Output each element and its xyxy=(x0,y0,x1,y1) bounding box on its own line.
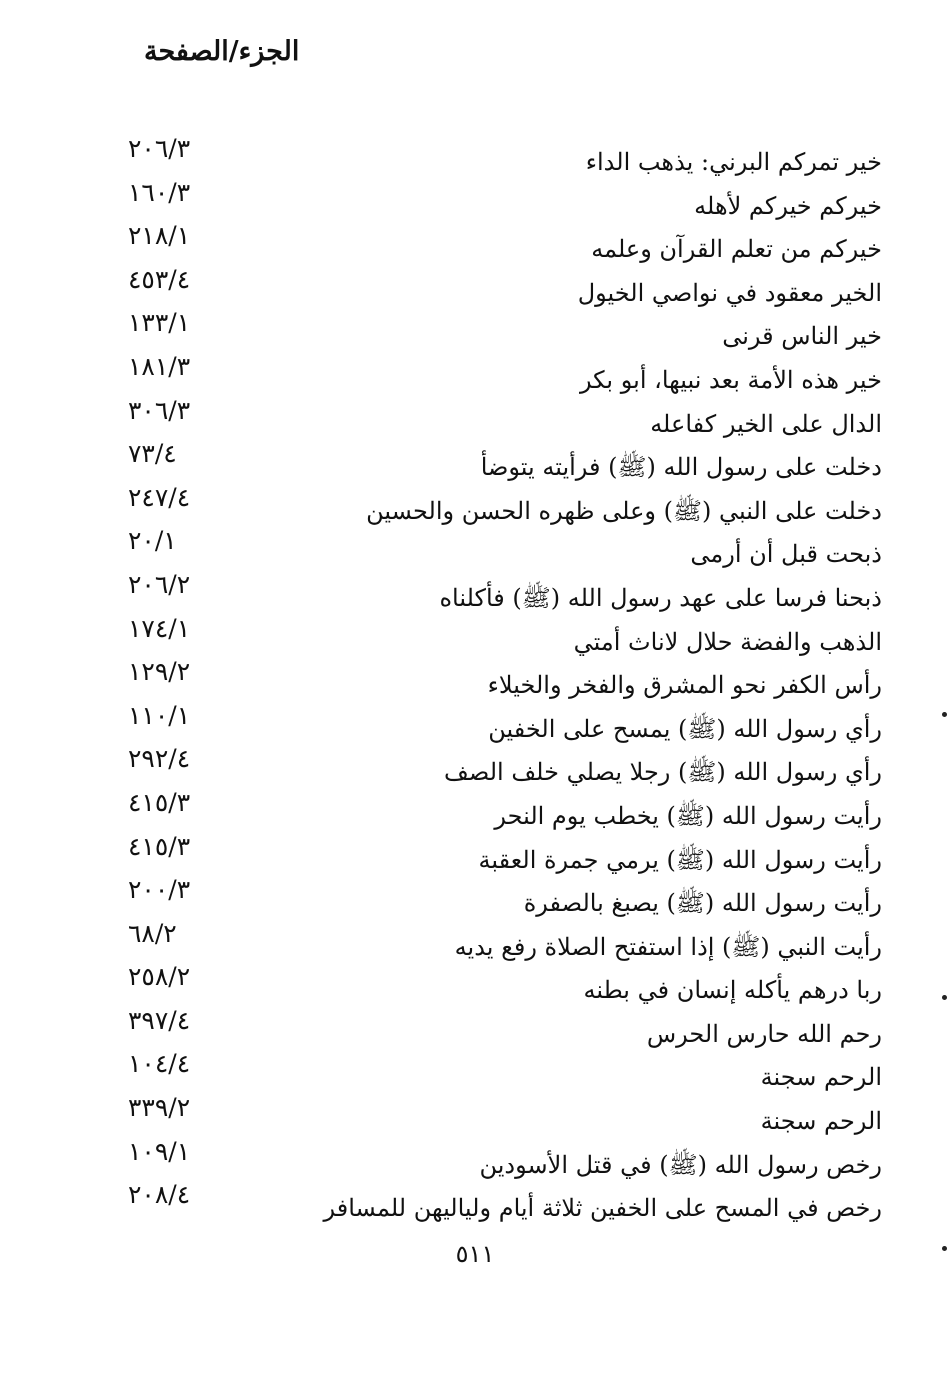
hadith-text: رأيت رسول الله (ﷺ) يرمي جمرة العقبة xyxy=(478,845,882,874)
index-entry xyxy=(0,701,948,745)
hadith-text: دخلت على النبي (ﷺ) وعلى ظهره الحسن والحسين xyxy=(366,496,882,525)
index-entry xyxy=(0,919,948,963)
scan-speck xyxy=(942,712,947,717)
hadith-text: رأي رسول الله (ﷺ) رجلا يصلي خلف الصف xyxy=(444,758,882,787)
index-entry xyxy=(0,1093,948,1137)
hadith-text: الذهب والفضة حلال لاناث أمتي xyxy=(573,627,882,656)
index-entry xyxy=(0,614,948,658)
index-entry xyxy=(0,570,948,614)
index-entry xyxy=(0,788,948,832)
index-entry xyxy=(0,744,948,788)
volume-page-ref: ٢٠٦/٢ xyxy=(128,569,191,599)
hadith-text: رأي رسول الله (ﷺ) يمسح على الخفين xyxy=(488,714,882,743)
volume-page-ref: ١٦٠/٣ xyxy=(128,177,191,207)
volume-page-ref: ١٢٩/٢ xyxy=(128,657,191,687)
volume-page-ref: ٢٩٢/٤ xyxy=(128,744,191,774)
hadith-text: خير الناس قرنى xyxy=(722,322,882,351)
index-entry xyxy=(0,1006,948,1050)
volume-page-ref: ٢٠٨/٤ xyxy=(128,1180,191,1210)
hadith-text: خيركم خيركم لأهله xyxy=(694,191,882,220)
index-entry xyxy=(0,265,948,309)
volume-page-ref: ٣٠٦/٣ xyxy=(128,395,191,425)
index-entry xyxy=(0,526,948,570)
hadith-text: الرحم سجنة xyxy=(760,1107,882,1136)
hadith-text: دخلت على رسول الله (ﷺ) فرأيته يتوضأ xyxy=(480,453,882,482)
volume-page-ref: ٤٥٣/٤ xyxy=(128,264,191,294)
hadith-text: خير هذه الأمة بعد نبيها، أبو بكر xyxy=(579,365,882,394)
index-entry xyxy=(0,875,948,919)
scan-speck xyxy=(942,995,947,1000)
index-entry xyxy=(0,178,948,222)
volume-page-ref: ٢٤٧/٤ xyxy=(128,482,191,512)
volume-page-ref: ٣٣٩/٢ xyxy=(128,1093,191,1123)
volume-page-ref: ٤١٥/٣ xyxy=(128,787,191,817)
hadith-text: خير تمركم البرني: يذهب الداء xyxy=(585,148,882,176)
index-entry xyxy=(0,1137,948,1181)
volume-page-ref: ١٠٤/٤ xyxy=(128,1049,191,1079)
hadith-text: رأس الكفر نحو المشرق والفخر والخيلاء xyxy=(487,671,882,700)
volume-page-ref: ٢٥٨/٢ xyxy=(128,962,191,992)
hadith-text: الرحم سجنة xyxy=(760,1063,882,1092)
column-header: الجزء/الصفحة xyxy=(144,36,300,67)
volume-page-ref: ١٣٣/١ xyxy=(128,308,191,338)
hadith-text: ربا درهم يأكله إنسان في بطنه xyxy=(583,976,882,1005)
index-entry xyxy=(0,483,948,527)
hadith-text: رخص في المسح على الخفين ثلاثة أيام ولياليهن للمسافر xyxy=(323,1194,882,1223)
hadith-text: رخص رسول الله (ﷺ) في قتل الأسودين xyxy=(479,1150,882,1179)
index-entry xyxy=(0,1049,948,1093)
index-entry xyxy=(0,962,948,1006)
hadith-text: الدال على الخير كفاعله xyxy=(650,409,882,438)
volume-page-ref: ٦٨/٢ xyxy=(128,918,177,948)
scan-speck xyxy=(942,1246,947,1251)
volume-page-ref: ٣٩٧/٤ xyxy=(128,1005,191,1035)
hadith-text: ذبحنا فرسا على عهد رسول الله (ﷺ) فأكلناه xyxy=(439,583,882,612)
index-entry xyxy=(0,396,948,440)
volume-page-ref: ٤١٥/٣ xyxy=(128,831,191,861)
hadith-text: الخير معقود في نواصي الخيول xyxy=(577,278,882,307)
hadith-text: رحم الله حارس الحرس xyxy=(646,1019,882,1048)
volume-page-ref: ١٧٤/١ xyxy=(128,613,191,643)
hadith-text: رأيت النبي (ﷺ) إذا استفتح الصلاة رفع يديه xyxy=(454,932,882,961)
volume-page-ref: ٧٣/٤ xyxy=(128,439,177,469)
index-entry xyxy=(0,308,948,352)
index-entry xyxy=(0,134,948,178)
volume-page-ref: ٢٠/١ xyxy=(128,526,177,556)
volume-page-ref: ١١٠/١ xyxy=(128,700,191,730)
hadith-index-list xyxy=(0,134,948,1224)
hadith-text: رأيت رسول الله (ﷺ) يصبغ بالصفرة xyxy=(523,889,882,918)
hadith-text: ذبحت قبل أن أرمى xyxy=(690,540,882,569)
volume-page-ref: ٢٠٦/٣ xyxy=(128,134,191,163)
index-entry xyxy=(0,657,948,701)
volume-page-ref: ٢٠٠/٣ xyxy=(128,875,191,905)
page-number: ٥١١ xyxy=(455,1240,495,1268)
index-entry xyxy=(0,352,948,396)
index-entry xyxy=(0,221,948,265)
index-entry xyxy=(0,439,948,483)
volume-page-ref: ١٨١/٣ xyxy=(128,351,191,381)
hadith-text: خيركم من تعلم القرآن وعلمه xyxy=(591,235,882,264)
index-entry xyxy=(0,1180,948,1224)
volume-page-ref: ٢١٨/١ xyxy=(128,221,191,251)
volume-page-ref: ١٠٩/١ xyxy=(128,1136,191,1166)
hadith-text: رأيت رسول الله (ﷺ) يخطب يوم النحر xyxy=(494,801,882,830)
index-entry xyxy=(0,832,948,876)
